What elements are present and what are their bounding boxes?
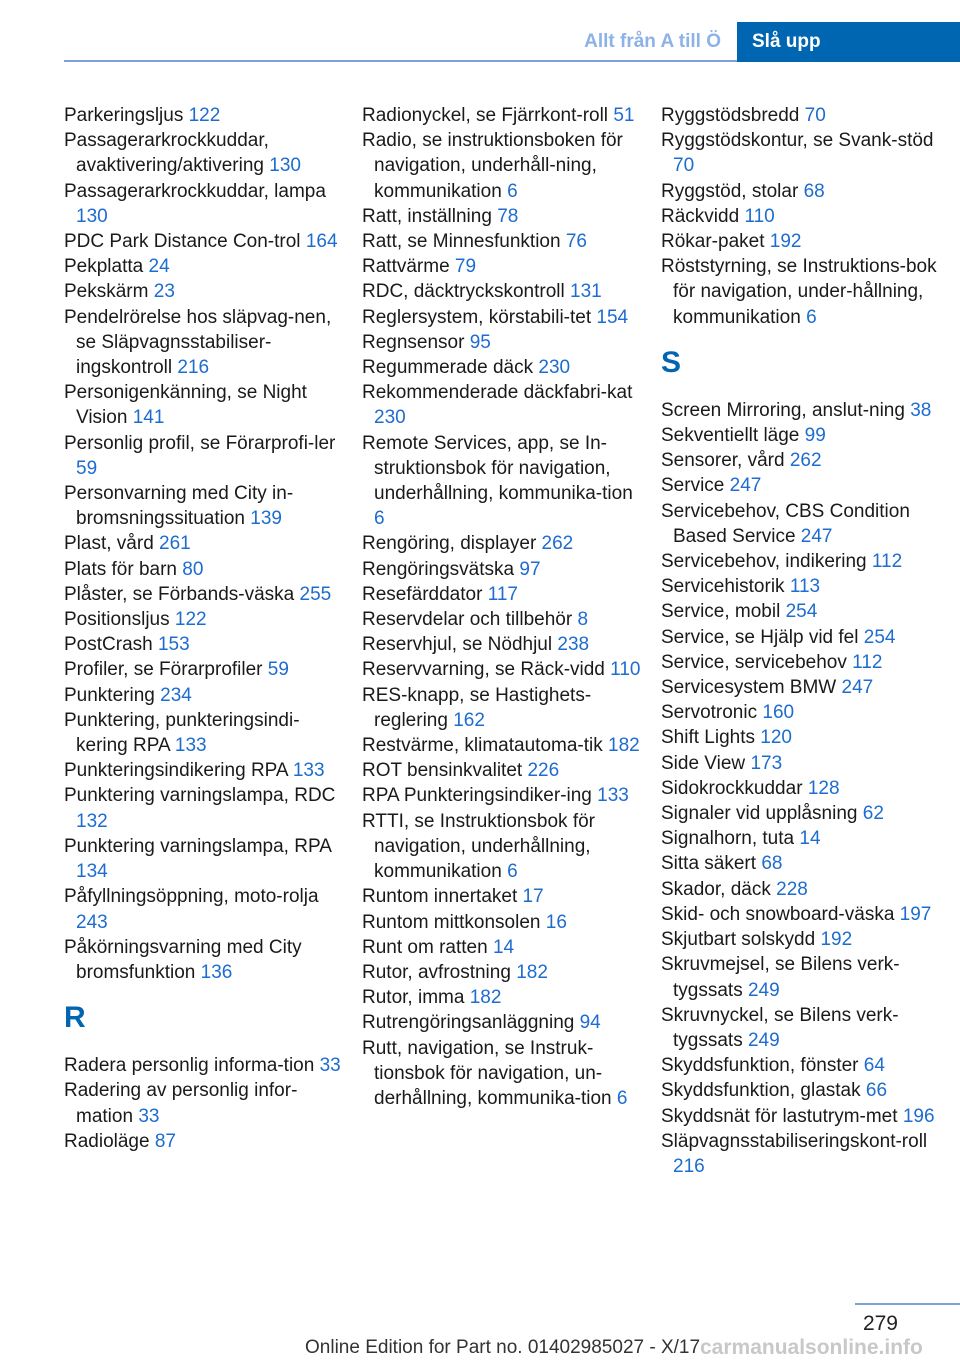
index-entry (362, 103, 646, 128)
page-link[interactable]: 130 (76, 205, 108, 227)
entry-term: Servotronic (661, 702, 758, 724)
entries-col1 (64, 103, 348, 985)
index-entry (64, 128, 348, 178)
index-entry (661, 599, 955, 624)
page-link[interactable]: 14 (492, 936, 515, 958)
index-entry (661, 1078, 955, 1103)
entries-col1-r (64, 1053, 348, 1154)
page-link[interactable]: 66 (865, 1080, 888, 1102)
entry-term: Rekommenderade däckfabri-kat (362, 382, 633, 404)
index-entry (661, 398, 955, 423)
entry-term: Plast, vård (64, 533, 154, 555)
tab-allt-fran-a-till-o[interactable]: Allt från A till Ö (584, 31, 721, 52)
index-entry (362, 758, 646, 783)
page-link[interactable]: 162 (453, 709, 485, 731)
index-column-2 (362, 103, 646, 1111)
index-entry (661, 675, 955, 700)
entry-term: Screen Mirroring, anslut-ning (661, 399, 905, 421)
entry-term: Ryggstöd, stolar (661, 180, 799, 202)
page-link[interactable]: 6 (374, 508, 385, 530)
index-entry (64, 531, 348, 556)
page-link[interactable]: 139 (250, 508, 282, 530)
page-link[interactable]: 141 (132, 407, 165, 429)
entry-term: Remote Services, app, se In-struktionsbok för navigation, underhållning, kommunika-tion (362, 432, 633, 505)
entry-term: Pekplatta (64, 256, 144, 278)
index-entry (661, 1053, 955, 1078)
entry-term: Reservvarning, se Räck-vidd (362, 659, 605, 681)
entry-term: Service, se Hjälp vid fel (661, 626, 859, 648)
page-link[interactable]: 120 (760, 727, 792, 749)
entry-term: Signalhorn, tuta (661, 828, 795, 850)
entry-term: Röststyrning, se Instruktions-bok för navigation, under-hållning, kommunikation (661, 256, 937, 328)
entry-term: Släpvagnsstabiliseringskont-roll (661, 1130, 928, 1152)
index-entry (64, 582, 348, 607)
index-entry (64, 1053, 348, 1078)
entry-term: Påfyllningsöppning, moto-rolja (64, 886, 319, 908)
entry-term: Skid- och snowboard-väska (661, 903, 895, 925)
page-link[interactable]: 59 (76, 457, 98, 479)
page-link[interactable]: 133 (174, 735, 207, 757)
entry-term: Rutt, navigation, se Instruk-tionsbok för navigation, un-derhållning, kommunika-tion (362, 1037, 612, 1109)
index-entry (64, 557, 348, 582)
index-entry (64, 834, 348, 884)
entry-term: Servicesystem BMW (661, 677, 837, 699)
page-link[interactable]: 136 (200, 961, 233, 983)
entry-term: Skador, däck (661, 878, 771, 900)
index-entry (64, 607, 348, 632)
page-link[interactable]: 197 (899, 903, 932, 925)
page-link[interactable]: 112 (871, 551, 903, 573)
page-link[interactable]: 94 (579, 1012, 601, 1034)
entry-term: Rengöringsvätska (362, 558, 515, 580)
entry-term: Radioläge (64, 1130, 150, 1152)
page-link[interactable]: 134 (76, 861, 108, 883)
footer-rule (855, 1303, 960, 1305)
page-link[interactable]: 196 (902, 1105, 935, 1127)
entry-term: Ratt, inställning (362, 205, 492, 227)
index-entry (362, 254, 646, 279)
entry-term: Runtom mittkonsolen (362, 911, 541, 933)
index-entry (661, 1104, 955, 1129)
index-entry (661, 574, 955, 599)
entry-term: Plats för barn (64, 558, 177, 580)
page-link[interactable]: 255 (299, 583, 332, 605)
index-entry (661, 103, 955, 128)
index-entry (661, 499, 955, 549)
page-link[interactable]: 173 (750, 752, 783, 774)
page-link[interactable]: 133 (292, 760, 325, 782)
page-link[interactable]: 192 (820, 929, 853, 951)
index-entry (362, 431, 646, 532)
index-entry (64, 1129, 348, 1154)
entry-term: Rökar-paket (661, 231, 765, 253)
entry-term: Passagerarkrockkuddar, avaktivering/aktivering (64, 130, 269, 177)
entry-term: Skruvmejsel, se Bilens verk-tygssats (661, 954, 900, 1001)
page-link[interactable]: 62 (862, 803, 884, 825)
page-link[interactable]: 243 (76, 911, 108, 933)
entry-term: Parkeringsljus (64, 105, 184, 126)
page-link[interactable]: 216 (177, 357, 210, 379)
index-entry (362, 1036, 646, 1112)
letter-heading-s: S (661, 345, 682, 379)
entry-term: Servicebehov, indikering (661, 551, 867, 573)
index-column-3 (661, 103, 955, 1179)
index-entry (64, 305, 348, 381)
index-entry (661, 128, 955, 178)
page-link[interactable]: 33 (319, 1055, 341, 1077)
entry-term: Rutor, imma (362, 987, 465, 1009)
index-entry (362, 229, 646, 254)
entry-term: Ratt, se Minnesfunktion (362, 231, 561, 253)
entry-term: RDC, däcktryckskontroll (362, 281, 565, 303)
entry-term: Runt om ratten (362, 936, 488, 958)
entry-term: Punktering (64, 684, 155, 706)
page-link[interactable]: 70 (673, 155, 695, 177)
index-entry (64, 632, 348, 657)
index-entry (661, 650, 955, 675)
entry-term: Skyddsfunktion, fönster (661, 1055, 859, 1077)
entry-term: Skyddsnät för lastutrym-met (661, 1105, 898, 1127)
index-entry (64, 481, 348, 531)
index-entry (362, 960, 646, 985)
page-link[interactable]: 132 (76, 810, 108, 832)
index-entry (661, 179, 955, 204)
entry-term: Regummerade däck (362, 357, 534, 379)
entry-term: Radering av personlig infor-mation (64, 1080, 298, 1127)
entry-term: Radera personlig informa-tion (64, 1055, 315, 1077)
page-link[interactable]: 6 (616, 1087, 628, 1109)
entry-term: Skjutbart solskydd (661, 929, 816, 951)
index-entry (661, 448, 955, 473)
entry-term: Rattvärme (362, 256, 450, 278)
index-entry (661, 1003, 955, 1053)
page-link[interactable]: 182 (516, 961, 548, 983)
entry-term: RPA Punkteringsindiker-ing (362, 785, 592, 807)
entry-term: Personigenkänning, se Night Vision (64, 382, 307, 429)
entry-term: Rutor, avfrostning (362, 961, 511, 983)
entry-term: Personvarning med City in-bromsningssituation (64, 483, 294, 530)
page-link[interactable]: 247 (729, 475, 762, 497)
entry-term: Radio, se instruktionsboken för navigation, underhåll-ning, kommunikation (362, 130, 623, 202)
page-link[interactable]: 247 (841, 677, 874, 699)
page-link[interactable]: 97 (519, 558, 541, 580)
watermark: carmanualsonline.info (700, 1336, 923, 1359)
entry-term: RTTI, se Instruktionsbok för navigation, underhållning, kommunikation (362, 810, 596, 883)
entry-term: Resefärddator (362, 583, 483, 605)
page-link[interactable]: 192 (769, 231, 802, 253)
index-entry (64, 708, 348, 758)
page-link[interactable]: 249 (747, 979, 780, 1001)
page-link[interactable]: 76 (565, 231, 587, 253)
page-link[interactable]: 247 (800, 525, 833, 547)
page-link[interactable]: 117 (487, 583, 518, 605)
page-link[interactable]: 24 (148, 256, 170, 278)
index-entry (64, 657, 348, 682)
entry-term: Service, mobil (661, 601, 781, 623)
index-entry (64, 103, 348, 128)
entry-term: Punktering, punkteringsindi-kering RPA (64, 709, 300, 757)
entry-term: Regnsensor (362, 331, 465, 353)
index-entry (661, 751, 955, 776)
page-link[interactable]: 216 (673, 1155, 705, 1177)
page-link[interactable]: 59 (267, 659, 289, 681)
entry-term: Sitta säkert (661, 853, 757, 875)
entry-term: Runtom innertaket (362, 886, 518, 908)
page-link[interactable]: 262 (541, 533, 574, 555)
page-link[interactable]: 6 (806, 306, 817, 328)
page-link[interactable]: 23 (153, 281, 175, 303)
page-link[interactable]: 112 (852, 651, 883, 673)
page-link[interactable]: 254 (785, 601, 818, 623)
entry-term: PDC Park Distance Con-trol (64, 231, 301, 253)
index-entry (661, 927, 955, 952)
page-link[interactable]: 95 (469, 331, 491, 353)
index-entry (661, 254, 955, 330)
entry-term: Rutrengöringsanläggning (362, 1012, 575, 1034)
index-entry (661, 549, 955, 574)
page-link[interactable]: 99 (804, 425, 826, 447)
page-link[interactable]: 6 (507, 861, 518, 883)
entry-term: Restvärme, klimatautoma-tik (362, 735, 603, 757)
index-entry (661, 625, 955, 650)
entry-term: Reservhjul, se Nödhjul (362, 634, 553, 656)
entry-term: Servicehistorik (661, 576, 785, 598)
page-link[interactable]: 182 (608, 735, 640, 757)
index-entry (661, 204, 955, 229)
page-link[interactable]: 234 (160, 684, 192, 706)
index-entry (64, 683, 348, 708)
page-link[interactable]: 8 (577, 609, 589, 631)
page-link[interactable]: 68 (803, 180, 825, 202)
index-entry (362, 783, 646, 808)
page-link[interactable]: 130 (269, 155, 301, 177)
entry-term: Pendelrörelse hos släpvag-nen, se Släpvagnsstabiliser-ingskontroll (64, 306, 332, 379)
index-entry (362, 884, 646, 909)
entry-term: Punkteringsindikering RPA (64, 760, 288, 782)
entry-term: Servicebehov, CBS Condition Based Service (661, 500, 910, 547)
entry-term: Sekventiellt läge (661, 425, 800, 447)
index-entry (362, 582, 646, 607)
index-entry (362, 557, 646, 582)
page-link[interactable]: 14 (799, 828, 821, 850)
index-entry (362, 279, 646, 304)
index-entry (362, 632, 646, 657)
entry-term: Reservdelar och tillbehör (362, 609, 573, 631)
page-link[interactable]: 182 (469, 987, 502, 1009)
page-link[interactable]: 164 (305, 231, 338, 253)
index-entry (362, 657, 646, 682)
page-link[interactable]: 16 (545, 911, 567, 933)
page-link[interactable]: 51 (613, 105, 635, 126)
page-link[interactable]: 128 (807, 777, 840, 799)
page-link[interactable]: 254 (863, 626, 896, 648)
index-entry (362, 380, 646, 430)
index-entry (362, 128, 646, 204)
page-link[interactable]: 110 (610, 659, 641, 681)
index-entry (362, 809, 646, 885)
page-link[interactable]: 230 (538, 357, 571, 379)
page-link[interactable]: 262 (789, 450, 822, 472)
index-entry (362, 733, 646, 758)
entry-term: Pekskärm (64, 281, 149, 303)
page-link[interactable]: 160 (762, 702, 795, 724)
index-entry (64, 254, 348, 279)
entry-term: Plåster, se Förbands-väska (64, 583, 295, 605)
page-link[interactable]: 122 (174, 609, 207, 631)
entry-term: ROT bensinkvalitet (362, 760, 523, 782)
index-entry (362, 355, 646, 380)
page-link[interactable]: 87 (154, 1130, 176, 1152)
page-link[interactable]: 261 (159, 533, 191, 555)
index-entry (64, 1078, 348, 1128)
page-link[interactable]: 70 (804, 105, 826, 126)
page-link[interactable]: 6 (507, 180, 518, 202)
index-entry (661, 1129, 955, 1179)
page-link[interactable]: 17 (522, 886, 544, 908)
letter-heading-r: R (64, 1001, 86, 1035)
page-link[interactable]: 68 (761, 853, 783, 875)
entry-term: Positionsljus (64, 609, 170, 631)
index-entry (362, 305, 646, 330)
entry-term: Påkörningsvarning med City bromsfunktion (64, 936, 302, 983)
entry-term: Shift Lights (661, 727, 755, 749)
entry-term: Reglersystem, körstabili-tet (362, 306, 592, 328)
page-link[interactable]: 79 (454, 256, 477, 278)
index-entry (661, 801, 955, 826)
page-link[interactable]: 249 (747, 1029, 780, 1051)
index-entry (661, 700, 955, 725)
index-entry (661, 952, 955, 1002)
index-entry (661, 725, 955, 750)
entry-term: Ryggstödskontur, se Svank-stöd (661, 130, 934, 152)
index-entry (661, 423, 955, 448)
entry-term: Radionyckel, se Fjärrkont-roll (362, 105, 609, 126)
entries-col3-s (661, 398, 955, 1179)
index-entry (661, 229, 955, 254)
page-link[interactable]: 122 (188, 105, 221, 126)
entry-term: Punktering varningslampa, RDC (64, 785, 336, 807)
page-link[interactable]: 64 (863, 1055, 885, 1077)
index-entry (362, 910, 646, 935)
entry-term: Profiler, se Förarprofiler (64, 659, 263, 681)
index-entry (64, 279, 348, 304)
page-link[interactable]: 228 (776, 878, 808, 900)
index-entry (362, 985, 646, 1010)
entry-term: Personlig profil, se Förarprofi-ler (64, 432, 336, 454)
index-entry (362, 330, 646, 355)
entry-term: Service, servicebehov (661, 651, 847, 673)
index-entry (362, 935, 646, 960)
entry-term: Signaler vid upplåsning (661, 803, 858, 825)
page-link[interactable]: 133 (597, 785, 629, 807)
page-link[interactable]: 226 (527, 760, 560, 782)
index-entry (661, 902, 955, 927)
entry-term: Skruvnyckel, se Bilens verk-tygssats (661, 1004, 899, 1051)
index-entry (362, 531, 646, 556)
edition-note: Online Edition for Part no. 01402985027 - X/17 (305, 1337, 701, 1358)
entry-term: Skyddsfunktion, glastak (661, 1080, 861, 1102)
page-number: 279 (862, 1312, 898, 1335)
entry-term: Rengöring, displayer (362, 533, 537, 555)
page-link[interactable]: 131 (570, 281, 602, 303)
page-link[interactable]: 154 (596, 306, 629, 328)
entry-term: Service (661, 475, 725, 497)
index-entry (64, 179, 348, 229)
index-entry (64, 380, 348, 430)
index-entry (661, 851, 955, 876)
index-column-1 (64, 103, 348, 1154)
entry-term: Side View (661, 752, 746, 774)
entries-col2 (362, 103, 646, 1111)
index-entry (362, 1010, 646, 1035)
page-link[interactable]: 153 (157, 634, 190, 656)
entries-col3 (661, 103, 955, 330)
entry-term: Sensorer, vård (661, 450, 785, 472)
page-link[interactable]: 80 (182, 558, 204, 580)
page-link[interactable]: 110 (744, 205, 775, 227)
entry-term: Punktering varningslampa, RPA (64, 835, 331, 857)
index-entry (362, 607, 646, 632)
index-entry (64, 431, 348, 481)
page-link[interactable]: 113 (789, 576, 821, 598)
entry-term: Sidokrockkuddar (661, 777, 803, 799)
tab-sla-upp[interactable]: Slå upp (737, 22, 960, 62)
index-entry (661, 877, 955, 902)
page-link[interactable]: 33 (138, 1105, 160, 1127)
page-link[interactable]: 230 (374, 407, 406, 429)
page-link[interactable]: 78 (497, 205, 519, 227)
entry-term: RES-knapp, se Hastighets-reglering (362, 684, 592, 731)
entry-term: Passagerarkrockkuddar, lampa (64, 180, 326, 202)
index-entry (64, 758, 348, 783)
entry-term: Räckvidd (661, 205, 740, 227)
index-entry (64, 783, 348, 833)
index-entry (64, 884, 348, 934)
index-entry (362, 683, 646, 733)
page-link[interactable]: 238 (557, 634, 590, 656)
entry-term: PostCrash (64, 634, 153, 656)
index-entry (64, 935, 348, 985)
index-entry (362, 204, 646, 229)
entry-term: Ryggstödsbredd (661, 105, 800, 126)
index-entry (661, 473, 955, 498)
page-link[interactable]: 38 (910, 399, 932, 421)
index-entry (64, 229, 348, 254)
index-entry (661, 826, 955, 851)
index-entry (661, 776, 955, 801)
